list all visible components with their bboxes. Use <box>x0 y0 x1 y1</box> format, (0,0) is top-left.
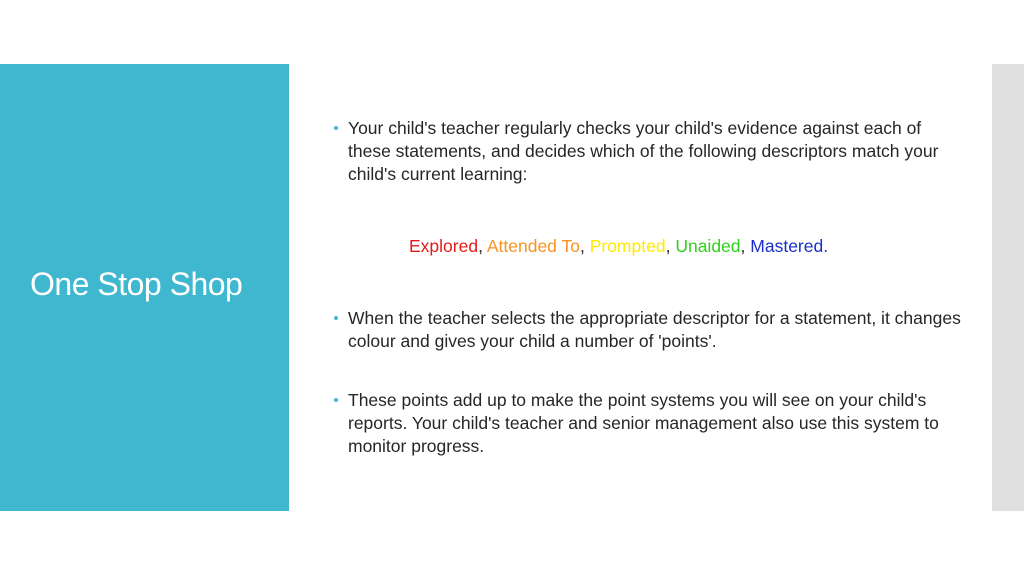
descriptor-explored: Explored <box>409 236 479 256</box>
slide-title: One Stop Shop <box>30 266 243 302</box>
descriptor-separator: , <box>478 236 483 256</box>
descriptor-separator: , <box>665 236 671 256</box>
descriptor-mastered: Mastered <box>750 236 824 256</box>
descriptor-prompted: Prompted <box>589 236 666 256</box>
descriptor-list <box>409 235 828 258</box>
right-edge-strip <box>992 64 1024 511</box>
bullet-text: These points add up to make the point systems you will see on your child's reports. Your child's teacher and senior management also use this system to monitor progress. <box>348 390 939 456</box>
bullet-item <box>328 307 968 353</box>
bullet-item <box>328 117 948 186</box>
descriptor-separator: , <box>579 236 585 256</box>
bullet-dot-icon <box>334 398 338 402</box>
descriptor-terminator: . <box>823 236 829 256</box>
descriptor-separator: , <box>740 236 746 256</box>
bullet-dot-icon <box>334 316 338 320</box>
bullet-dot-icon <box>334 126 338 130</box>
descriptor-attended-to: Attended To <box>486 236 580 256</box>
bullet-list-top <box>328 117 948 186</box>
bullet-text: Your child's teacher regularly checks your child's evidence against each of these statements, and decides which of the following descriptors match your child's current learning: <box>348 118 939 184</box>
bullet-text: When the teacher selects the appropriate descriptor for a statement, it changes colour and gives your child a number of 'points'. <box>348 308 961 351</box>
descriptor-unaided: Unaided <box>675 236 741 256</box>
bullet-item <box>328 389 968 458</box>
